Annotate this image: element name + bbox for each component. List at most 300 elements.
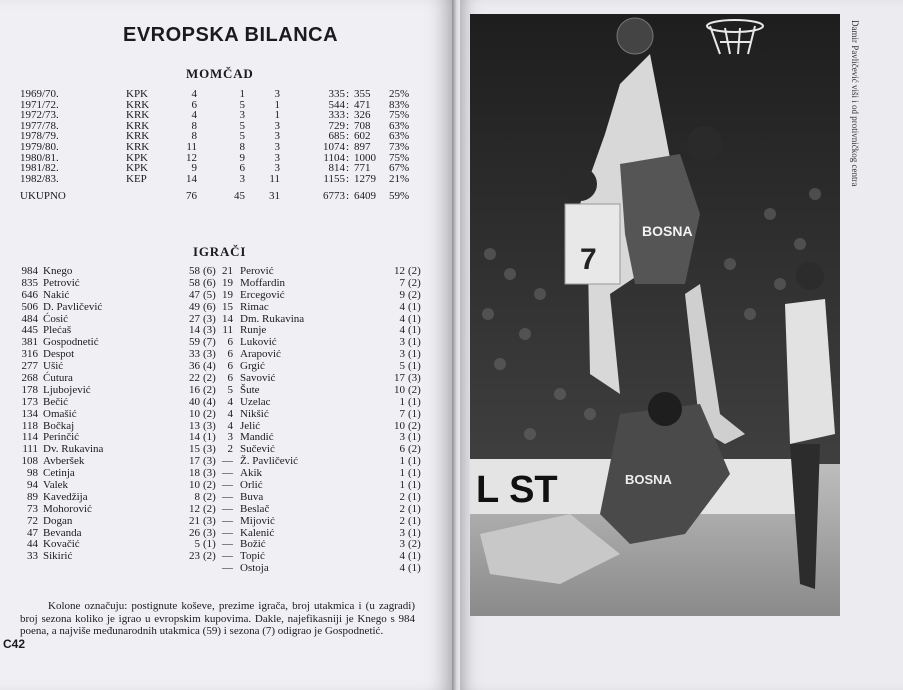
wins-cell: 3 — [239, 172, 245, 185]
player-games: 1 — [399, 479, 405, 492]
player-games: 4 — [399, 312, 405, 325]
player-seasons: (2) — [408, 419, 421, 432]
player-seasons: (1) — [203, 538, 216, 551]
player-seasons: (2) — [408, 443, 421, 456]
player-games: 47 — [189, 288, 200, 301]
player-games: 27 — [189, 312, 200, 325]
season-cell: 1977/78. — [20, 119, 59, 132]
player-points: 89 — [27, 490, 38, 503]
player-seasons: (1) — [408, 467, 421, 480]
player-name: Božić — [240, 538, 266, 551]
player-points: 316 — [21, 348, 38, 361]
player-games: 2 — [399, 502, 405, 515]
player-name: Šute — [240, 383, 260, 396]
player-points: 277 — [21, 360, 38, 373]
player-games: 4 — [399, 324, 405, 337]
games-cell: 8 — [191, 130, 197, 143]
score-separator: : — [346, 172, 350, 185]
win-percentage-cell: 63% — [389, 130, 410, 143]
jersey-number: 7 — [580, 243, 597, 276]
player-name: Ljubojević — [43, 383, 91, 396]
player-games: 21 — [189, 514, 200, 527]
player-games: 36 — [189, 360, 200, 373]
score-separator: : — [346, 190, 350, 203]
player-games: 23 — [189, 550, 200, 563]
player-seasons: (2) — [203, 490, 216, 503]
player-name: Dv. Rukavina — [43, 443, 104, 456]
player-games: 10 — [189, 479, 200, 492]
player-points: — — [222, 514, 233, 527]
jersey-lower-text: BOSNA — [625, 472, 672, 487]
player-games: 13 — [189, 419, 200, 432]
points-against-cell: 1000 — [354, 151, 376, 164]
player-name: Knego — [43, 265, 73, 277]
player-seasons: (2) — [203, 372, 216, 385]
jersey-front-text: BOSNA — [642, 223, 693, 239]
player-seasons: (2) — [203, 550, 216, 563]
player-seasons: (1) — [408, 336, 421, 349]
player-games: 7 — [399, 276, 405, 289]
score-separator: : — [346, 98, 350, 111]
player-seasons: (3) — [203, 348, 216, 361]
player-points: 484 — [21, 312, 38, 325]
season-cell: 1971/72. — [20, 98, 59, 111]
losses-cell: 1 — [274, 98, 280, 111]
player-games: 10 — [189, 407, 200, 420]
player-points: 6 — [227, 348, 233, 361]
player-games: 4 — [399, 550, 405, 563]
player-name: D. Pavličević — [43, 300, 103, 313]
win-percentage-cell: 21% — [389, 172, 410, 185]
player-name: Bečić — [43, 395, 69, 408]
player-points: 73 — [27, 502, 38, 515]
player-points: — — [222, 526, 233, 539]
games-cell: 6 — [191, 98, 197, 111]
player-points: 445 — [21, 324, 38, 337]
player-name: Petrović — [43, 276, 80, 289]
competition-cell: KRK — [126, 98, 150, 111]
points-against-cell: 1279 — [354, 172, 376, 185]
player-name: Perović — [240, 265, 274, 277]
player-points: 15 — [222, 300, 233, 313]
player-games: 26 — [189, 526, 200, 539]
player-seasons: (3) — [203, 443, 216, 456]
player-seasons: (1) — [408, 360, 421, 373]
competition-cell: KRK — [126, 130, 150, 143]
player-games: 17 — [394, 372, 405, 385]
score-separator: : — [346, 130, 350, 143]
player-seasons: (4) — [203, 395, 216, 408]
player-seasons: (3) — [203, 526, 216, 539]
player-name: Grgić — [240, 360, 265, 373]
losses-cell: 3 — [274, 119, 280, 132]
photo-caption-text: Damir Pavličević viši i od protivničkog centra — [850, 20, 860, 187]
player-seasons: (3) — [203, 467, 216, 480]
total-percentage: 59% — [389, 190, 410, 203]
page-title: EVROPSKA BILANCA — [123, 24, 339, 46]
player-seasons: (2) — [408, 538, 421, 551]
player-games: 10 — [394, 419, 405, 432]
player-name: Sučević — [240, 443, 275, 456]
points-for-cell: 1155 — [323, 172, 345, 185]
player-points: 33 — [27, 550, 38, 563]
player-points: 47 — [27, 526, 38, 539]
player-seasons: (6) — [203, 300, 216, 313]
player-points: 114 — [21, 431, 38, 444]
points-against-cell: 708 — [354, 119, 371, 132]
total-games: 76 — [186, 190, 197, 203]
player-name: Buva — [240, 490, 264, 503]
player-name: Ušić — [43, 360, 64, 373]
player-points: 2 — [227, 443, 233, 456]
player-points: 98 — [27, 467, 38, 480]
player-name: Despot — [43, 348, 75, 361]
player-games: 18 — [189, 467, 200, 480]
player-seasons: (2) — [203, 407, 216, 420]
player-points: 108 — [21, 455, 38, 468]
player-games: 5 — [399, 360, 405, 373]
score-separator: : — [346, 151, 350, 164]
player-games: 3 — [399, 526, 405, 539]
total-label: UKUPNO — [20, 190, 66, 203]
total-points-for: 6773 — [323, 190, 345, 203]
games-cell: 11 — [186, 140, 197, 153]
points-against-cell: 897 — [354, 140, 371, 153]
player-seasons: (1) — [408, 395, 421, 408]
player-seasons: (1) — [408, 526, 421, 539]
points-for-cell: 335 — [328, 88, 345, 100]
player-games: 22 — [189, 372, 200, 385]
player-seasons: (1) — [408, 312, 421, 325]
score-separator: : — [346, 109, 350, 122]
player-games: 8 — [194, 490, 200, 503]
player-games: 5 — [194, 538, 200, 551]
competition-cell: KRK — [126, 119, 150, 132]
player-points: — — [222, 490, 233, 503]
player-games: 3 — [399, 538, 405, 551]
player-name: Perinčić — [43, 431, 80, 444]
player-name: Cetinja — [43, 467, 75, 480]
season-cell: 1979/80. — [20, 140, 59, 153]
season-cell: 1969/70. — [20, 88, 59, 100]
banner-text: L ST — [476, 469, 558, 511]
points-for-cell: 685 — [328, 130, 345, 143]
page-number-value: 42 — [11, 637, 26, 651]
player-seasons: (1) — [408, 407, 421, 420]
player-seasons: (1) — [408, 502, 421, 515]
player-name: Sikirić — [43, 550, 73, 563]
player-points: — — [222, 550, 233, 563]
player-name: Kovačić — [43, 538, 80, 551]
player-points: 6 — [227, 372, 233, 385]
competition-cell: KPK — [126, 151, 149, 164]
player-points: — — [222, 538, 233, 551]
player-games: 1 — [399, 395, 405, 408]
legend-note — [20, 600, 415, 638]
player-seasons: (2) — [203, 502, 216, 515]
player-points: 506 — [21, 300, 38, 313]
season-cell: 1980/81. — [20, 151, 59, 164]
player-games: 3 — [399, 336, 405, 349]
player-points: 19 — [222, 288, 233, 301]
player-name: Rimac — [240, 300, 269, 313]
player-seasons: (1) — [408, 300, 421, 313]
player-name: Nikšić — [240, 407, 269, 420]
photo-caption — [848, 20, 868, 220]
player-games: 14 — [189, 431, 200, 444]
player-games: 7 — [399, 407, 405, 420]
wins-cell: 9 — [239, 151, 245, 164]
player-points: 268 — [21, 372, 38, 385]
player-games: 9 — [399, 288, 405, 301]
player-seasons: (2) — [408, 288, 421, 301]
players-section-heading: IGRAČI — [193, 244, 247, 259]
player-points: 173 — [21, 395, 38, 408]
player-points: 118 — [21, 419, 38, 432]
player-points: — — [222, 467, 233, 480]
player-seasons: (1) — [203, 431, 216, 444]
player-name: Bočkaj — [43, 419, 75, 432]
player-points: — — [222, 502, 233, 515]
score-separator: : — [346, 140, 350, 153]
player-games: 59 — [189, 336, 200, 349]
games-cell: 4 — [191, 88, 197, 100]
player-games: 16 — [189, 383, 200, 396]
player-name: Akik — [240, 467, 262, 480]
player-games: 14 — [189, 324, 200, 337]
points-against-cell: 771 — [354, 162, 371, 175]
player-name: Savović — [240, 372, 276, 385]
wins-cell: 8 — [239, 140, 245, 153]
player-points: 4 — [227, 419, 233, 432]
losses-cell: 3 — [274, 88, 280, 100]
player-seasons: (1) — [408, 562, 421, 575]
losses-cell: 3 — [274, 162, 280, 175]
player-games: 1 — [399, 467, 405, 480]
player-name: Ćutura — [43, 372, 73, 385]
player-name: Bevanda — [43, 526, 82, 539]
player-name: Ostoja — [240, 562, 269, 575]
player-games: 2 — [399, 514, 405, 527]
player-points: 72 — [27, 514, 38, 527]
player-seasons: (2) — [408, 265, 421, 277]
player-name: Ercegović — [240, 288, 285, 301]
total-wins: 45 — [234, 190, 245, 203]
competition-cell: KRK — [126, 109, 150, 122]
player-seasons: (5) — [203, 288, 216, 301]
games-cell: 9 — [191, 162, 197, 175]
player-name: Luković — [240, 336, 277, 349]
player-seasons: (1) — [408, 431, 421, 444]
season-cell: 1981/82. — [20, 162, 59, 175]
player-games: 6 — [399, 443, 405, 456]
player-name: Beslač — [240, 502, 270, 515]
losses-cell: 11 — [269, 172, 280, 185]
player-seasons: (2) — [408, 383, 421, 396]
player-points: 4 — [227, 407, 233, 420]
book-gutter — [452, 0, 460, 690]
player-games: 3 — [399, 348, 405, 361]
losses-cell: 3 — [274, 151, 280, 164]
player-points: 835 — [21, 276, 38, 289]
player-points: 646 — [21, 288, 38, 301]
player-games: 58 — [189, 276, 200, 289]
player-seasons: (3) — [203, 455, 216, 468]
wins-cell: 1 — [239, 88, 245, 100]
season-cell: 1978/79. — [20, 130, 59, 143]
player-points: 178 — [21, 383, 38, 396]
player-points: 94 — [27, 479, 38, 492]
player-seasons: (1) — [408, 514, 421, 527]
score-separator: : — [346, 162, 350, 175]
player-seasons: (4) — [203, 360, 216, 373]
score-separator: : — [346, 88, 350, 100]
player-points: 381 — [21, 336, 38, 349]
player-seasons: (3) — [203, 324, 216, 337]
player-name: Ćosić — [43, 312, 69, 325]
player-points: 19 — [222, 276, 233, 289]
player-games: 3 — [399, 431, 405, 444]
player-games: 1 — [399, 455, 405, 468]
player-name: Arapović — [240, 348, 281, 361]
player-name: Runje — [240, 324, 267, 337]
player-points: — — [222, 455, 233, 468]
player-games: 2 — [399, 490, 405, 503]
player-points: 21 — [222, 265, 233, 277]
points-for-cell: 729 — [328, 119, 345, 132]
player-points: 14 — [222, 312, 233, 325]
player-seasons: (3) — [203, 419, 216, 432]
player-name: Kavedžija — [43, 490, 88, 503]
games-cell: 14 — [186, 172, 197, 185]
legend-note-text: Kolone označuju: postignute koševe, prezime igrača, broj utakmica i (u zagradi) broj sezona koliko je igrao u evropskim kupovima. Dakle, najefikasniji je Knego s 984 poena, a najviše međunarodnih utakmica (59) i sezona (7) odigrao je Gospodnetić. — [20, 600, 415, 638]
player-points: 4 — [227, 395, 233, 408]
player-points: 984 — [21, 265, 38, 277]
player-points: 44 — [27, 538, 38, 551]
player-name: Omašić — [43, 407, 77, 420]
player-seasons: (2) — [203, 383, 216, 396]
player-name: Valek — [43, 479, 69, 492]
basketball-photo-image — [470, 14, 840, 616]
win-percentage-cell: 73% — [389, 140, 410, 153]
player-name: Orlić — [240, 479, 263, 492]
points-against-cell: 355 — [354, 88, 371, 100]
player-games: 40 — [189, 395, 200, 408]
points-for-cell: 1104 — [323, 151, 345, 164]
team-section-heading: MOMČAD — [186, 66, 254, 81]
player-name: Mohorović — [43, 502, 92, 515]
points-against-cell: 326 — [354, 109, 371, 122]
player-name: Uzelac — [240, 395, 271, 408]
player-seasons: (7) — [203, 336, 216, 349]
player-name: Dogan — [43, 514, 73, 527]
wins-cell: 5 — [239, 98, 245, 111]
player-name: Dm. Rukavina — [240, 312, 305, 325]
player-points: 11 — [222, 324, 233, 337]
total-losses: 31 — [269, 190, 280, 203]
player-points: 5 — [227, 383, 233, 396]
season-cell: 1982/83. — [20, 172, 59, 185]
player-name: Kalenić — [240, 526, 275, 539]
player-seasons: (3) — [408, 372, 421, 385]
player-seasons: (1) — [408, 455, 421, 468]
win-percentage-cell: 83% — [389, 98, 410, 111]
player-name: Mandić — [240, 431, 274, 444]
player-name: Plećaš — [43, 324, 72, 337]
player-points: 6 — [227, 360, 233, 373]
points-for-cell: 333 — [328, 109, 345, 122]
player-games: 58 — [189, 265, 200, 277]
wins-cell: 5 — [239, 119, 245, 132]
wins-cell: 6 — [239, 162, 245, 175]
player-games: 12 — [189, 502, 200, 515]
player-seasons: (1) — [408, 324, 421, 337]
player-seasons: (6) — [203, 276, 216, 289]
total-points-against: 6409 — [354, 190, 376, 203]
player-games: 49 — [189, 300, 200, 313]
games-cell: 4 — [191, 109, 197, 122]
player-name: Jelić — [240, 419, 261, 432]
season-cell: 1972/73. — [20, 109, 59, 122]
player-points: — — [222, 479, 233, 492]
points-for-cell: 814 — [328, 162, 345, 175]
score-separator: : — [346, 119, 350, 132]
player-games: 10 — [394, 383, 405, 396]
competition-cell: KPK — [126, 162, 149, 175]
player-games: 15 — [189, 443, 200, 456]
points-for-cell: 544 — [328, 98, 345, 111]
competition-cell: KPK — [126, 88, 149, 100]
player-games: 4 — [399, 300, 405, 313]
wins-cell: 3 — [239, 109, 245, 122]
player-name: Gospodnetić — [43, 336, 99, 349]
win-percentage-cell: 75% — [389, 151, 410, 164]
player-games: 4 — [399, 562, 405, 575]
player-name: Ž. Pavličević — [240, 455, 299, 468]
player-name: Topić — [240, 550, 265, 563]
player-points: — — [222, 562, 233, 575]
player-points: 6 — [227, 336, 233, 349]
player-seasons: (1) — [408, 550, 421, 563]
win-percentage-cell: 75% — [389, 109, 410, 122]
player-seasons: (1) — [408, 348, 421, 361]
player-games: 33 — [189, 348, 200, 361]
player-seasons: (1) — [408, 479, 421, 492]
player-name: Mijović — [240, 514, 275, 527]
wins-cell: 5 — [239, 130, 245, 143]
player-games: 17 — [189, 455, 200, 468]
points-against-cell: 602 — [354, 130, 371, 143]
win-percentage-cell: 67% — [389, 162, 410, 175]
player-points: 134 — [21, 407, 38, 420]
competition-cell: KEP — [126, 172, 147, 185]
win-percentage-cell: 25% — [389, 88, 410, 100]
points-against-cell: 471 — [354, 98, 371, 111]
win-percentage-cell: 63% — [389, 119, 410, 132]
games-cell: 8 — [191, 119, 197, 132]
basketball-photo — [470, 14, 840, 616]
player-points: 111 — [22, 443, 38, 456]
player-points: 3 — [227, 431, 233, 444]
page-number: C42 — [3, 637, 26, 651]
losses-cell: 3 — [274, 140, 280, 153]
losses-cell: 1 — [274, 109, 280, 122]
player-name: Avberšek — [43, 455, 85, 468]
player-seasons: (2) — [203, 479, 216, 492]
player-seasons: (3) — [203, 312, 216, 325]
player-seasons: (1) — [408, 490, 421, 503]
player-name: Nakić — [43, 288, 70, 301]
